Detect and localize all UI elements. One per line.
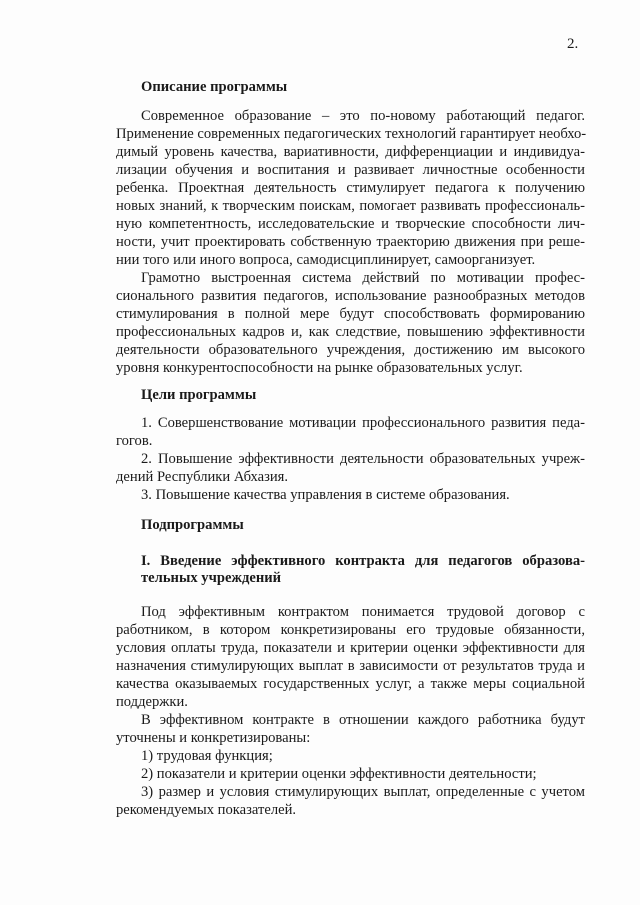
section-heading-goals: Цели программы	[141, 387, 257, 403]
paragraph-line: Под эффективным контрактом понимается трудовой договор с	[141, 604, 585, 620]
subprogram-title: I. Введение эффективного контракта для педагогов образова-	[141, 553, 585, 569]
paragraph-line: поддержки.	[116, 694, 188, 710]
paragraph-line: сионального развития педагогов, использование разнообразных методов	[116, 288, 585, 304]
paragraph-line: лизации обучения и воспитания и развивает личностные особенности	[116, 162, 585, 178]
paragraph-line: новых знаний, к творческим поискам, помогает развивать профессиональ-	[116, 198, 585, 214]
goal-item: 3. Повышение качества управления в системе образования.	[141, 487, 510, 503]
list-item: 1) трудовая функция;	[141, 748, 273, 764]
paragraph-line: В эффективном контракте в отношении каждого работника будут	[141, 712, 585, 728]
paragraph-line: работником, в котором конкретизированы его трудовые обязанности,	[116, 622, 585, 638]
paragraph-line: уточнены и конкретизированы:	[116, 730, 311, 746]
goal-item: 1. Совершенствование мотивации профессионального развития педа-	[141, 415, 585, 431]
paragraph-line: ную компетентность, исследовательские и творческие способности лич-	[116, 216, 585, 232]
section-heading-description: Описание программы	[141, 79, 288, 95]
goal-item: дений Республики Абхазия.	[116, 469, 289, 485]
paragraph-line: уровня конкурентоспособности на рынке образовательных услуг.	[116, 360, 523, 376]
paragraph-line: ности, учит проектировать собственную траекторию движения при реше-	[116, 234, 585, 250]
goal-item: 2. Повышение эффективности деятельности образовательных учреж-	[141, 451, 585, 467]
list-item: 2) показатели и критерии оценки эффективности деятельности;	[141, 766, 537, 782]
paragraph-line: ребенка. Проектная деятельность стимулирует педагога к получению	[116, 180, 585, 196]
paragraph-line: качества оказываемых государственных услуг, а также меры социальной	[116, 676, 585, 692]
goal-item: гогов.	[116, 433, 153, 449]
paragraph-line: профессиональных кадров и, как следствие, повышению эффективности	[116, 324, 585, 340]
paragraph-line: назначения стимулирующих выплат в зависимости от результатов труда и	[116, 658, 585, 674]
list-item: рекомендуемых показателей.	[116, 802, 297, 818]
paragraph-line: условия оплаты труда, показатели и критерии оценки эффективности для	[116, 640, 585, 656]
paragraph-line: деятельности образовательного учреждения, достижению им высокого	[116, 342, 585, 358]
paragraph-line: димый уровень качества, вариативности, дифференциации и индивидуа-	[116, 144, 585, 160]
paragraph-line: Грамотно выстроенная система действий по мотивации профес-	[141, 270, 585, 286]
list-item: 3) размер и условия стимулирующих выплат, определенные с учетом	[141, 784, 585, 800]
paragraph-line: Применение современных педагогических технологий гарантирует необхо-	[116, 126, 587, 142]
paragraph-line: Современное образование – это по-новому работающий педагог.	[141, 108, 585, 124]
paragraph-line: стимулирования в полной мере будут способствовать формированию	[116, 306, 585, 322]
subprogram-title: тельных учреждений	[141, 570, 282, 586]
paragraph-line: нии того или иного вопроса, самодисциплинирует, самоорганизует.	[116, 252, 536, 268]
section-heading-subprograms: Подпрограммы	[141, 517, 244, 533]
page-number: 2.	[567, 36, 579, 52]
